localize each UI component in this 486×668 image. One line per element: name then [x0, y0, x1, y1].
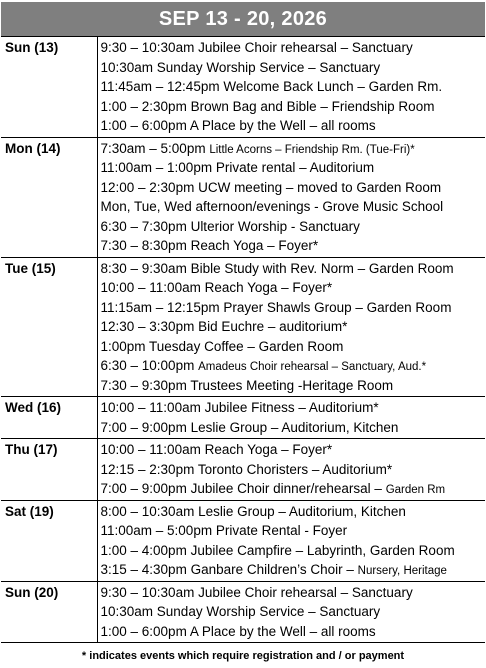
day-row [1, 137, 485, 257]
event-text: 1:00 – 6:00pm A Place by the Well – all rooms [100, 623, 376, 639]
event-text: 11:00am – 5:00pm Private Rental - Foyer [100, 523, 348, 538]
day-events [97, 397, 485, 439]
day-label: Tue (15) [1, 257, 97, 397]
event-text: 6:30 – 10:00pm [100, 358, 199, 373]
day-events [97, 500, 485, 581]
event-item [101, 622, 486, 642]
day-row [1, 581, 485, 643]
event-item [101, 398, 486, 418]
footnote: * indicates events which require registration and / or payment [81, 650, 405, 662]
day-events [97, 257, 485, 397]
event-text: 11:00am – 1:00pm Private rental – Auditorium [100, 160, 375, 175]
event-item [101, 560, 486, 580]
event-item [101, 602, 486, 622]
day-row [1, 439, 485, 501]
event-item [101, 38, 486, 58]
event-text: 7:30am – 5:00pm [100, 140, 210, 156]
event-text: 11:15am – 12:15pm Prayer Shawls Group – Garden Room [100, 299, 452, 315]
event-detail-small: Amadeus Choir rehearsal – Sanctuary, Aud.* [198, 361, 427, 373]
event-item [101, 376, 486, 396]
day-events [97, 37, 485, 138]
event-text: 12:00 – 2:30pm UCW meeting – moved to Garden Room [100, 179, 442, 195]
event-item [101, 356, 486, 376]
day-row [1, 257, 485, 397]
event-detail-small: Nursery, Heritage [357, 565, 447, 577]
event-text: 10:00 – 11:00am Jubilee Fitness – Auditorium* [100, 400, 379, 415]
day-events [97, 137, 485, 257]
event-item [101, 298, 486, 318]
day-row [1, 500, 485, 581]
schedule-title: SEP 13 - 20, 2026 [1, 2, 485, 36]
event-text: Mon, Tue, Wed afternoon/evenings - Grove Music School [100, 199, 444, 214]
event-item [101, 521, 486, 541]
event-text: 6:30 – 7:30pm Ulterior Worship - Sanctuary [100, 218, 360, 234]
event-item [101, 139, 486, 159]
event-text: 10:30am Sunday Worship Service – Sanctuary [100, 59, 381, 75]
event-item [101, 116, 486, 136]
event-item [101, 236, 486, 256]
event-item [101, 259, 486, 279]
day-label: Sat (19) [1, 500, 97, 581]
event-text: 1:00 – 6:00pm A Place by the Well – all rooms [100, 118, 376, 133]
event-item [101, 541, 486, 561]
event-item [101, 278, 486, 298]
event-text: 7:00 – 9:00pm Jubilee Choir dinner/rehearsal – [100, 481, 386, 496]
event-text: 7:30 – 9:30pm Trustees Meeting -Heritage Room [100, 377, 394, 393]
event-item [101, 337, 486, 357]
event-item [101, 317, 486, 337]
event-item [101, 158, 486, 178]
event-text: 1:00pm Tuesday Coffee – Garden Room [100, 338, 344, 354]
day-events [97, 581, 485, 643]
event-item [101, 418, 486, 438]
day-row [1, 37, 485, 138]
day-label: Sun (13) [1, 37, 97, 138]
day-events [97, 439, 485, 501]
event-item [101, 502, 486, 522]
event-item [101, 440, 486, 460]
event-item [101, 97, 486, 117]
event-text: 3:15 – 4:30pm Ganbare Children’s Choir – [100, 562, 358, 577]
event-text: 9:30 – 10:30am Jubilee Choir rehearsal – Sanctuary [100, 584, 413, 600]
event-item [101, 77, 486, 97]
event-item [101, 178, 486, 198]
event-item [101, 58, 486, 78]
event-item [101, 197, 486, 217]
day-row [1, 397, 485, 439]
schedule-table [1, 36, 485, 643]
event-text: 11:45am – 12:45pm Welcome Back Lunch – Garden Rm. [100, 79, 443, 94]
day-label: Wed (16) [1, 397, 97, 439]
event-text: 12:15 – 2:30pm Toronto Choristers – Auditorium* [100, 461, 393, 477]
event-text: 1:00 – 4:00pm Jubilee Campfire – Labyrinth, Garden Room [100, 542, 455, 558]
event-text: 8:00 – 10:30am Leslie Group – Auditorium, Kitchen [100, 503, 406, 519]
event-text: 9:30 – 10:30am Jubilee Choir rehearsal – Sanctuary [100, 40, 413, 55]
event-text: 10:30am Sunday Worship Service – Sanctuary [100, 604, 381, 619]
event-text: 7:00 – 9:00pm Leslie Group – Auditorium, Kitchen [100, 419, 399, 435]
event-text: 1:00 – 2:30pm Brown Bag and Bible – Friendship Room [100, 98, 435, 114]
day-label: Thu (17) [1, 439, 97, 501]
event-text: 10:00 – 11:00am Reach Yoga – Foyer* [100, 280, 333, 295]
event-detail-small: Little Acorns – Friendship Rm. (Tue-Fri)* [209, 143, 415, 156]
event-text: 12:30 – 3:30pm Bid Euchre – auditorium* [100, 319, 348, 334]
event-item [101, 460, 486, 480]
event-detail-small: Garden Rm [385, 484, 446, 496]
day-label: Mon (14) [1, 137, 97, 257]
event-text: 10:00 – 11:00am Reach Yoga – Foyer* [100, 442, 333, 457]
event-text: 8:30 – 9:30am Bible Study with Rev. Norm – Garden Room [100, 260, 454, 276]
day-label: Sun (20) [1, 581, 97, 643]
event-item [101, 217, 486, 237]
event-text: 7:30 – 8:30pm Reach Yoga – Foyer* [100, 238, 319, 253]
event-item [101, 583, 486, 603]
event-item [101, 479, 486, 499]
